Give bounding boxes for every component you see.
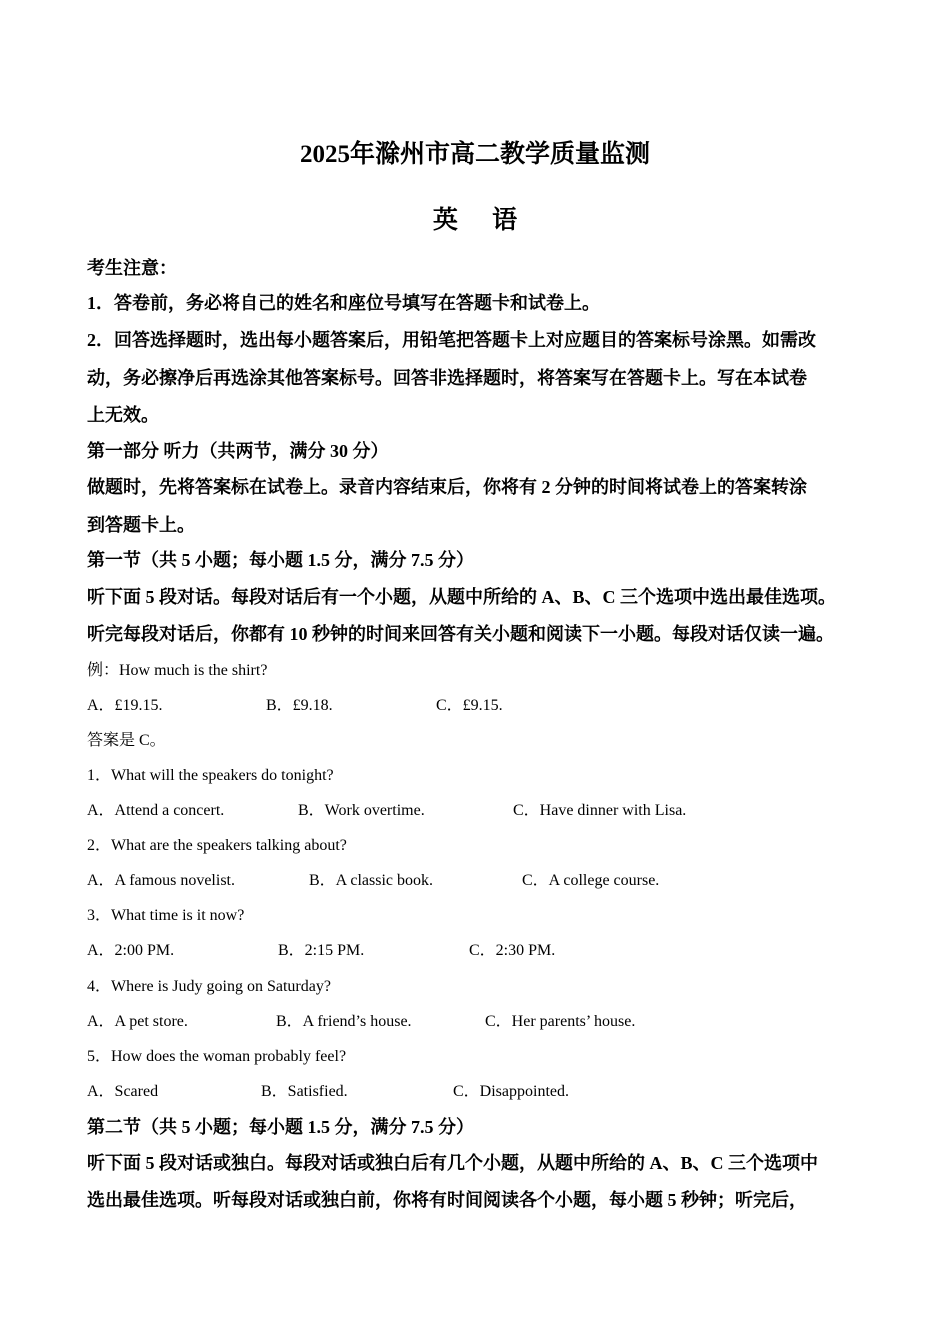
notice-item-2-line-2: 动，务必擦净后再选涂其他答案标号。回答非选择题时，将答案写在答题卡上。写在本试卷 [87,368,807,388]
question-1-option-b: B．Work overtime. [298,802,425,819]
question-5-option-c: C．Disappointed. [453,1083,569,1100]
question-3-option-b: B．2:15 PM. [278,942,365,959]
question-4-option-b: B．A friend’s house. [276,1013,412,1030]
example-option-c: C．£9.15. [436,697,503,714]
notice-item-2-line-3: 上无效。 [87,405,159,425]
question-3-option-a: A．2:00 PM. [87,942,175,959]
exam-title: 2025年滁州市高二教学质量监测 [299,141,650,168]
question-4: 4．Where is Judy going on Saturday? [87,978,331,995]
question-5-option-a: A．Scared [87,1083,159,1100]
notice-heading: 考生注意： [87,258,177,278]
question-2-option-a: A．A famous novelist. [87,872,235,889]
section2-instruction-line-2: 选出最佳选项。听每段对话或独白前，你将有时间阅读各个小题，每小题 5 秒钟；听完后， [87,1190,807,1210]
example-question: 例：How much is the shirt? [87,662,268,679]
section1-heading: 第一节（共 5 小题；每小题 1.5 分，满分 7.5 分） [87,550,474,570]
part1-instruction-line-2: 到答题卡上。 [87,515,195,535]
notice-item-1: 1．答卷前，务必将自己的姓名和座位号填写在答题卡和试卷上。 [87,293,600,313]
question-1: 1．What will the speakers do tonight? [87,767,334,784]
question-1-option-a: A．Attend a concert. [87,802,225,819]
example-option-a: A．£19.15. [87,697,163,714]
question-3: 3．What time is it now? [87,907,245,924]
question-5-option-b: B．Satisfied. [261,1083,348,1100]
question-4-option-c: C．Her parents’ house. [485,1013,636,1030]
question-2-option-b: B．A classic book. [309,872,433,889]
part1-instruction-line-1: 做题时，先将答案标在试卷上。录音内容结束后，你将有 2 分钟的时间将试卷上的答案转涂 [87,477,807,497]
section1-instruction-line-2: 听完每段对话后，你都有 10 秒钟的时间来回答有关小题和阅读下一小题。每段对话仅读一遍。 [87,624,834,644]
question-4-option-a: A．A pet store. [87,1013,188,1030]
question-3-option-c: C．2:30 PM. [469,942,556,959]
example-answer: 答案是 C。 [87,732,166,749]
question-1-option-c: C．Have dinner with Lisa. [513,802,687,819]
section2-heading: 第二节（共 5 小题；每小题 1.5 分，满分 7.5 分） [87,1117,474,1137]
question-5: 5．How does the woman probably feel? [87,1048,347,1065]
subject-title: 英 语 [432,207,532,234]
question-2-option-c: C．A college course. [522,872,660,889]
question-2: 2．What are the speakers talking about? [87,837,347,854]
notice-item-2-line-1: 2．回答选择题时，选出每小题答案后，用铅笔把答题卡上对应题目的答案标号涂黑。如需改 [87,330,816,350]
part1-heading: 第一部分 听力（共两节，满分 30 分） [87,441,389,461]
section2-instruction-line-1: 听下面 5 段对话或独白。每段对话或独白后有几个小题，从题中所给的 A、B、C 三个选项中 [87,1153,818,1173]
section1-instruction-line-1: 听下面 5 段对话。每段对话后有一个小题，从题中所给的 A、B、C 三个选项中选出最佳选项。 [87,587,836,607]
example-option-b: B．£9.18. [266,697,333,714]
